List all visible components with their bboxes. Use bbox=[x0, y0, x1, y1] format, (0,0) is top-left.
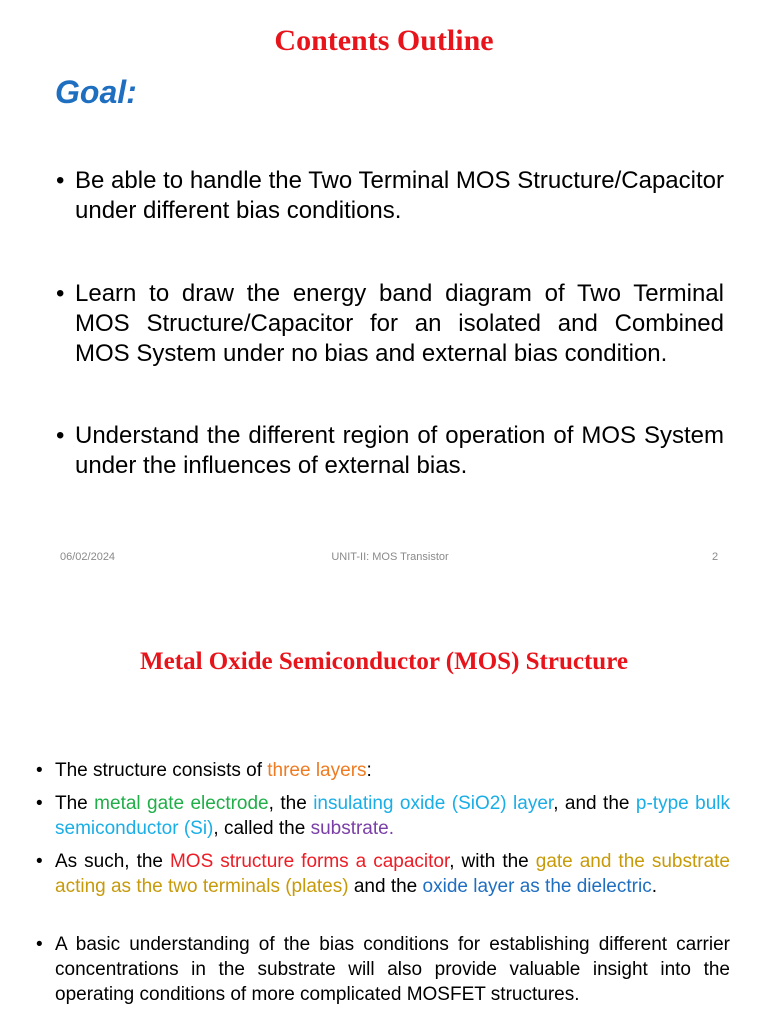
bullet-text: A basic understanding of the bias conditions for establishing different carrier concentrations in the substrate will also provide valuable insight into the operating conditions of more complicated MOSFET structures. bbox=[55, 934, 730, 1005]
highlight-capacitor: MOS structure forms a capacitor bbox=[169, 851, 450, 872]
footer-date: 06/02/2024 bbox=[60, 551, 116, 563]
highlight-metal-gate: metal gate electrode bbox=[94, 793, 269, 814]
bullet-text: As such, the MOS structure forms a capacitor, with the gate and the substrate acting as the two terminals (plates) and the oxide layer as the dielectric. bbox=[55, 851, 730, 897]
content-bullet bbox=[36, 758, 730, 783]
bullet-dot: • bbox=[56, 280, 65, 307]
bullet-dot: • bbox=[36, 760, 43, 781]
slide-title: Contents Outline bbox=[274, 24, 494, 57]
bullet-text: The structure consists of three layers: bbox=[55, 760, 372, 781]
goal-bullet bbox=[56, 279, 724, 369]
goal-heading: Goal: bbox=[55, 74, 137, 110]
bullet-dot: • bbox=[56, 422, 65, 449]
slide-mos-structure bbox=[0, 580, 768, 1024]
highlight-three-layers: three layers bbox=[267, 760, 367, 781]
footer-page-number: 2 bbox=[712, 551, 719, 563]
bullet-dot: • bbox=[36, 793, 43, 814]
bullet-dot: • bbox=[36, 934, 43, 955]
goal-bullet bbox=[56, 166, 724, 226]
bullet-text: Be able to handle the Two Terminal MOS Structure/Capacitor under different bias conditions. bbox=[75, 167, 724, 224]
highlight-terminals: gate and the substrate acting as the two terminals (plates) bbox=[55, 851, 730, 897]
highlight-substrate: substrate. bbox=[310, 818, 394, 839]
goal-bullet bbox=[56, 421, 724, 481]
content-bullet bbox=[36, 791, 730, 841]
highlight-p-type: p-type bulk semiconductor (Si) bbox=[55, 793, 730, 839]
content-bullet bbox=[36, 849, 730, 899]
highlight-dielectric: oxide layer as the dielectric bbox=[422, 876, 652, 897]
bullet-text: Learn to draw the energy band diagram of Two Terminal MOS Structure/Capacitor for an isolated and Combined MOS System under no bias and external bias condition. bbox=[75, 280, 724, 367]
bullet-dot: • bbox=[56, 167, 65, 194]
bullet-dot: • bbox=[36, 851, 43, 872]
slide-title: Metal Oxide Semiconductor (MOS) Structure bbox=[140, 648, 628, 675]
bullet-text: The metal gate electrode, the insulating oxide (SiO2) layer, and the p-type bulk semiconductor (Si), called the substrate. bbox=[55, 793, 730, 839]
content-bullet bbox=[36, 932, 730, 1007]
highlight-oxide-layer: insulating oxide (SiO2) layer bbox=[313, 793, 554, 814]
bullet-text: Understand the different region of operation of MOS System under the influences of external bias. bbox=[75, 422, 724, 479]
footer-unit-title: UNIT-II: MOS Transistor bbox=[331, 551, 449, 563]
